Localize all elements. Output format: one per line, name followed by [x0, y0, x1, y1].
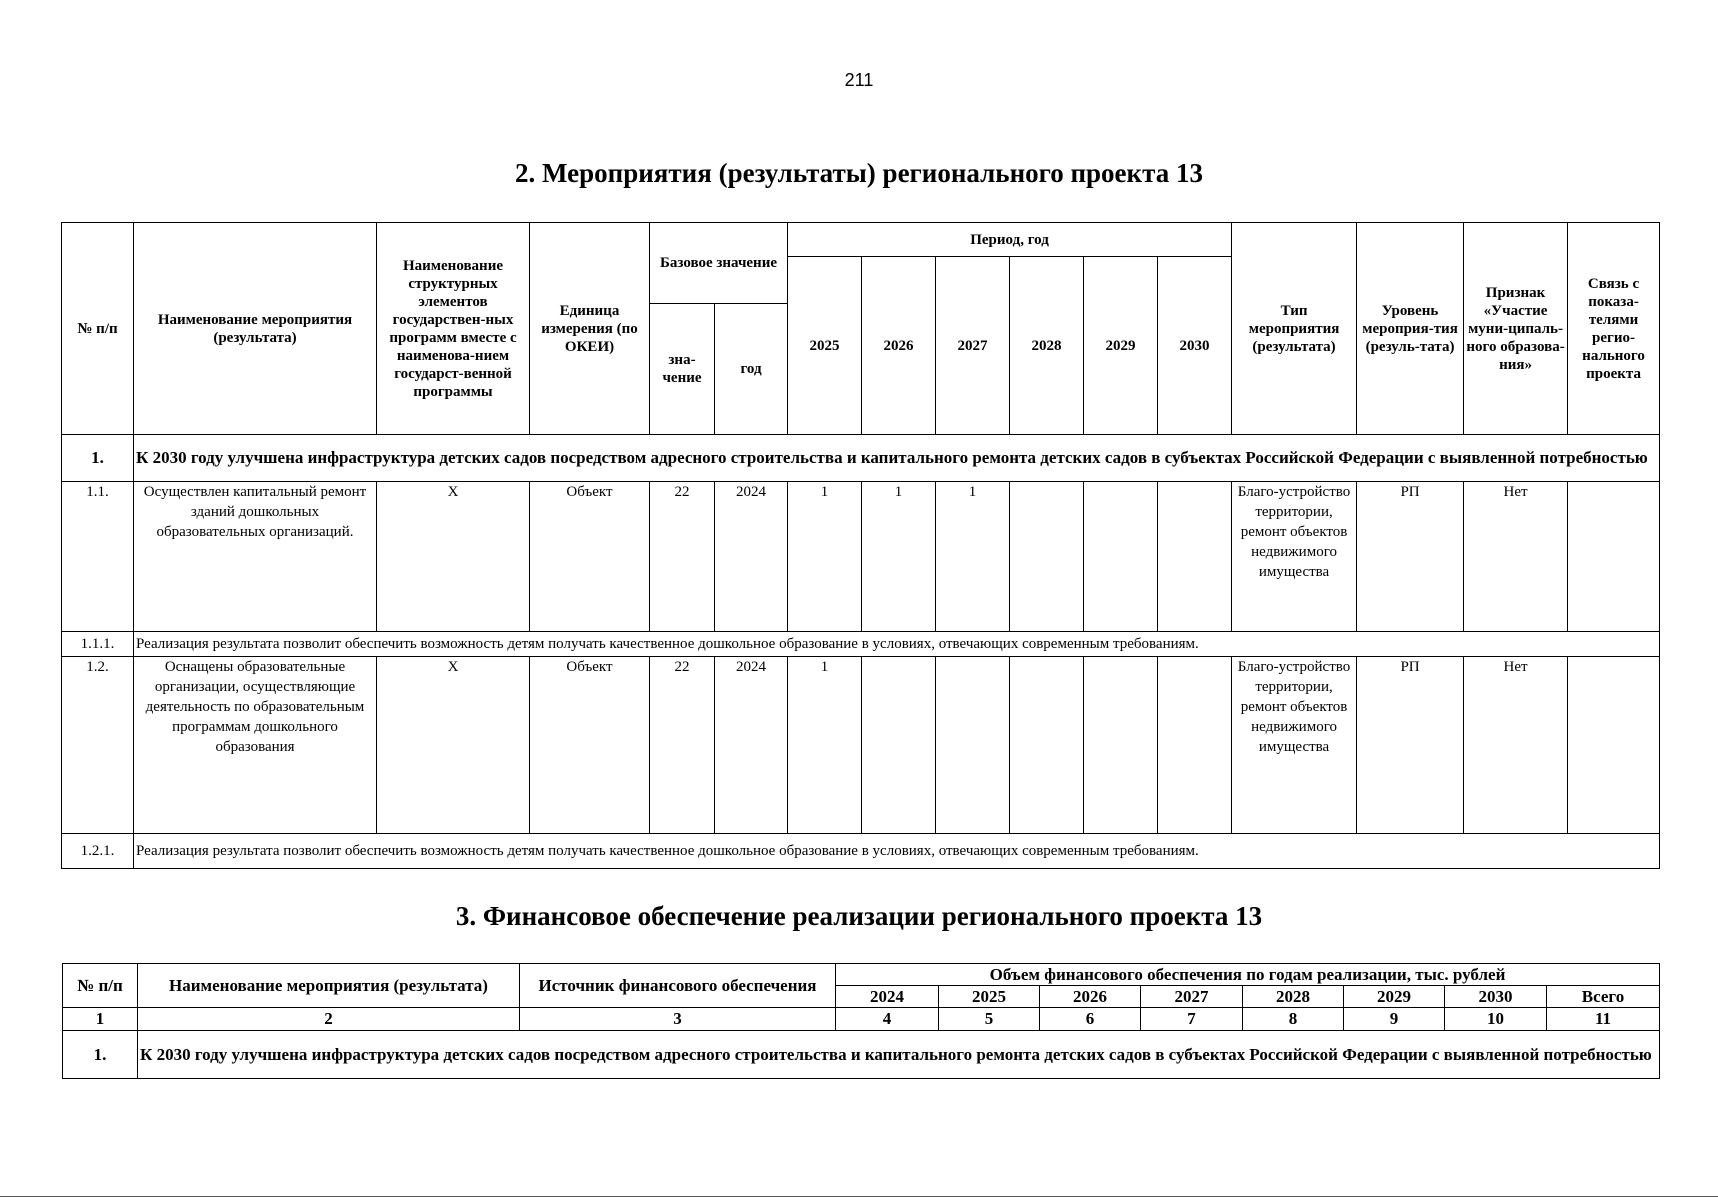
row-y2025: 1 — [788, 657, 862, 834]
row-y2025: 1 — [788, 482, 862, 632]
fin-col-num-header: № п/п — [63, 964, 138, 1008]
fin-group-number: 1. — [63, 1031, 138, 1079]
row-desc-number: 1.1.1. — [62, 632, 134, 657]
fin-year-header: 2028 — [1243, 986, 1344, 1008]
row-level: РП — [1357, 657, 1464, 834]
row-number: 1.1. — [62, 482, 134, 632]
column-number: 8 — [1243, 1008, 1344, 1031]
fin-year-header: 2030 — [1445, 986, 1547, 1008]
col-municipal-header: Признак «Участие муни-ципаль-ного образова-ния» — [1464, 223, 1568, 435]
fin-year-header: 2024 — [836, 986, 939, 1008]
page-bottom-divider — [0, 1196, 1718, 1197]
row-link — [1568, 657, 1660, 834]
col-base-header: Базовое значение — [650, 223, 788, 304]
group-title: К 2030 году улучшена инфраструктура детских садов посредством адресного строительства и капитального ремонта детских садов в субъектах Российской Федерации с выявленной потребностью — [134, 435, 1660, 482]
fin-year-header: 2025 — [939, 986, 1040, 1008]
row-description: Реализация результата позволит обеспечить возможность детям получать качественное дошкольное образование в условиях, отвечающих современным требованиям. — [134, 834, 1660, 869]
row-y2029 — [1084, 657, 1158, 834]
column-number: 1 — [63, 1008, 138, 1031]
fin-year-header: 2027 — [1141, 986, 1243, 1008]
table-row — [62, 482, 1660, 632]
column-number: 2 — [138, 1008, 520, 1031]
column-number: 7 — [1141, 1008, 1243, 1031]
year-header: 2026 — [862, 257, 936, 435]
column-number: 5 — [939, 1008, 1040, 1031]
fin-total-header: Всего — [1547, 986, 1660, 1008]
col-unit-header: Единица измерения (по ОКЕИ) — [530, 223, 650, 435]
fin-col-name-header: Наименование мероприятия (результата) — [138, 964, 520, 1008]
column-number: 11 — [1547, 1008, 1660, 1031]
fin-year-header: 2026 — [1040, 986, 1141, 1008]
fin-col-volume-header: Объем финансового обеспечения по годам реализации, тыс. рублей — [836, 964, 1660, 986]
group-number: 1. — [62, 435, 134, 482]
row-unit: Объект — [530, 657, 650, 834]
row-base-value: 22 — [650, 657, 715, 834]
row-base-year: 2024 — [715, 482, 788, 632]
row-name: Оснащены образовательные организации, осуществляющие деятельность по образовательным программам дошкольного образования — [134, 657, 377, 834]
column-number: 9 — [1344, 1008, 1445, 1031]
row-y2029 — [1084, 482, 1158, 632]
col-base-year-header: год — [715, 304, 788, 435]
year-header: 2028 — [1010, 257, 1084, 435]
row-struct: Х — [377, 657, 530, 834]
row-level: РП — [1357, 482, 1464, 632]
row-type: Благо-устройство территории, ремонт объектов недвижимого имущества — [1232, 482, 1357, 632]
column-number: 6 — [1040, 1008, 1141, 1031]
year-header: 2025 — [788, 257, 862, 435]
row-desc-number: 1.2.1. — [62, 834, 134, 869]
col-struct-header: Наименование структурных элементов государствен-ных программ вместе с наименова-нием государст-венной программы — [377, 223, 530, 435]
row-type: Благо-устройство территории, ремонт объектов недвижимого имущества — [1232, 657, 1357, 834]
row-y2026 — [862, 657, 936, 834]
year-header: 2030 — [1158, 257, 1232, 435]
table-row — [62, 632, 1660, 657]
col-name-header: Наименование мероприятия (результата) — [134, 223, 377, 435]
table-row — [62, 834, 1660, 869]
col-type-header: Тип мероприятия (результата) — [1232, 223, 1357, 435]
row-y2028 — [1010, 482, 1084, 632]
row-base-year: 2024 — [715, 657, 788, 834]
col-period-header: Период, год — [788, 223, 1232, 257]
table-row — [62, 657, 1660, 834]
activities-table — [61, 222, 1660, 869]
column-number: 10 — [1445, 1008, 1547, 1031]
fin-year-header: 2029 — [1344, 986, 1445, 1008]
row-y2028 — [1010, 657, 1084, 834]
col-base-value-header: зна-чение — [650, 304, 715, 435]
col-link-header: Связь с показа-телями регио-нального проекта — [1568, 223, 1660, 435]
row-base-value: 22 — [650, 482, 715, 632]
col-num-header: № п/п — [62, 223, 134, 435]
fin-col-source-header: Источник финансового обеспечения — [520, 964, 836, 1008]
row-name: Осуществлен капитальный ремонт зданий дошкольных образовательных организаций. — [134, 482, 377, 632]
year-header: 2029 — [1084, 257, 1158, 435]
financing-table — [62, 963, 1660, 1079]
row-struct: Х — [377, 482, 530, 632]
row-number: 1.2. — [62, 657, 134, 834]
row-y2026: 1 — [862, 482, 936, 632]
section-3-title: 3. Финансовое обеспечение реализации регионального проекта 13 — [455, 901, 1263, 931]
row-municipal: Нет — [1464, 657, 1568, 834]
column-number: 4 — [836, 1008, 939, 1031]
row-description: Реализация результата позволит обеспечить возможность детям получать качественное дошкольное образование в условиях, отвечающих современным требованиям. — [134, 632, 1660, 657]
row-unit: Объект — [530, 482, 650, 632]
row-municipal: Нет — [1464, 482, 1568, 632]
row-y2027: 1 — [936, 482, 1010, 632]
section-2-title: 2. Мероприятия (результаты) регионального проекта 13 — [515, 158, 1203, 188]
row-y2030 — [1158, 657, 1232, 834]
year-header: 2027 — [936, 257, 1010, 435]
col-level-header: Уровень мероприя-тия (резуль-тата) — [1357, 223, 1464, 435]
fin-group-title: К 2030 году улучшена инфраструктура детских садов посредством адресного строительства и капитального ремонта детских садов в субъектах Российской Федерации с выявленной потребностью — [138, 1031, 1660, 1079]
row-link — [1568, 482, 1660, 632]
page-number: 211 — [844, 70, 874, 90]
column-number: 3 — [520, 1008, 836, 1031]
row-y2027 — [936, 657, 1010, 834]
row-y2030 — [1158, 482, 1232, 632]
column-numbers-row — [63, 1008, 1660, 1031]
